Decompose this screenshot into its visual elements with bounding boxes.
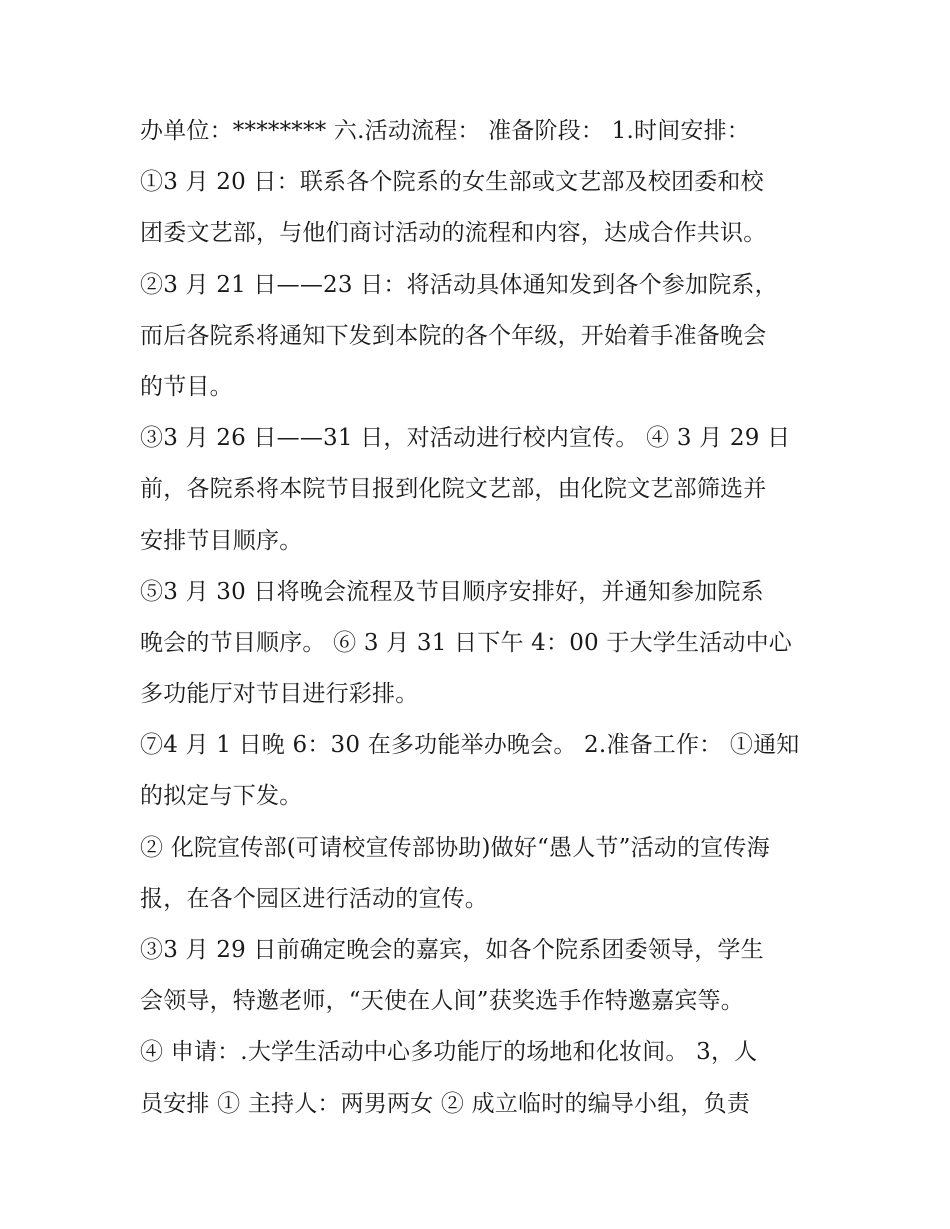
text-line: 的拟定与下发。 [140, 783, 303, 810]
text-line: 多功能厅对节目进行彩排。 [140, 681, 419, 708]
text-line: 而后各院系将通知下发到本院的各个年级，开始着手准备晚会 [140, 322, 767, 349]
text-line: 团委文艺部，与他们商讨活动的流程和内容，达成合作共识。 [140, 220, 767, 247]
text-line: ③3 月 26 日——31 日，对活动进行校内宣传。 ④ 3 月 29 日 [140, 425, 791, 452]
text-line: 办单位：******** 六.活动流程： 准备阶段： 1.时间安排： [140, 118, 750, 144]
document-body [140, 106, 820, 1130]
text-line: ②3 月 21 日——23 日：将活动具体通知发到各个参加院系， [140, 271, 778, 298]
text-line: 报，在各个园区进行活动的宣传。 [140, 885, 488, 912]
text-line: ⑤3 月 30 日将晚会流程及节目顺序安排好，并通知参加院系 [140, 578, 764, 605]
text-line: 安排节目顺序。 [140, 527, 303, 554]
text-line: 的节目。 [140, 373, 233, 400]
text-line: 员安排 ① 主持人：两男两女 ② 成立临时的编导小组，负责 [140, 1090, 751, 1117]
text-line: 会领导，特邀老师，“天使在人间”获奖选手作特邀嘉宾等。 [140, 988, 744, 1015]
text-line: ③3 月 29 日前确定晚会的嘉宾，如各个院系团委领导，学生 [140, 937, 764, 963]
text-line: 前，各院系将本院节目报到化院文艺部，由化院文艺部筛选并 [140, 476, 767, 503]
text-line: ② 化院宣传部(可请校宣传部协助)做好“愚人节”活动的宣传海 [140, 834, 770, 861]
text-line: ⑦4 月 1 日晚 6：30 在多功能举办晚会。 2.准备工作： ①通知 [140, 732, 800, 759]
text-line: ④ 申请：.大学生活动中心多功能厅的场地和化妆间。 3，人 [140, 1039, 758, 1066]
text-line: ①3 月 20 日：联系各个院系的女生部或文艺部及校团委和校 [140, 169, 764, 196]
text-line: 晚会的节目顺序。 ⑥ 3 月 31 日下午 4：00 于大学生活动中心 [140, 629, 792, 656]
